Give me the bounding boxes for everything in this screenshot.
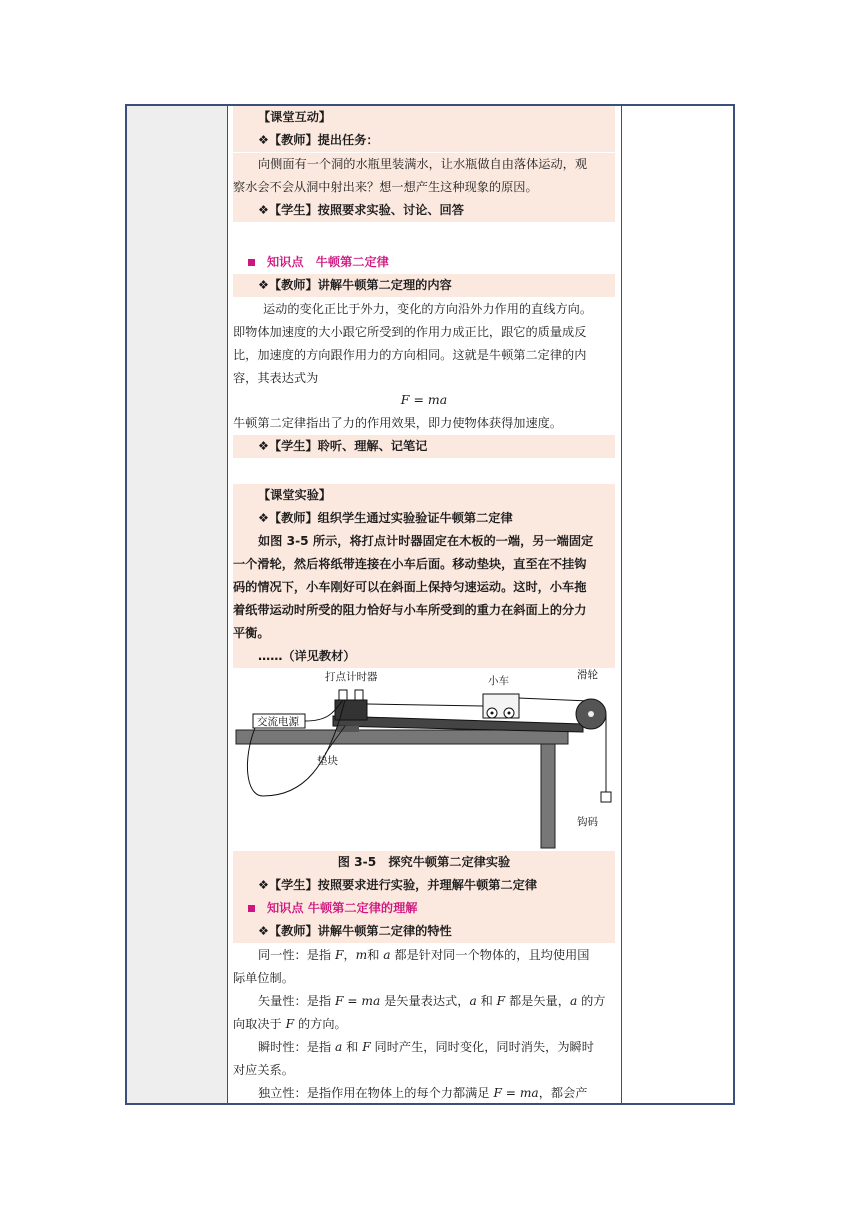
figure-caption: 图 3-5 探究牛顿第二定律实验 [233, 851, 615, 874]
property-line: 同一性：是指 F，m和 a 都是针对同一个物体的，且均使用国 [258, 948, 590, 962]
table-leg [541, 744, 555, 848]
square-bullet-icon [248, 259, 255, 266]
paragraph-line: 着纸带运动时所受的阻力恰好与小车所受到的重力在斜面上的分力 [233, 599, 615, 622]
paragraph-line: 即物体加速度的大小跟它所受到的作用力成正比，跟它的质量成反 [233, 325, 587, 339]
section-heading: 【课堂实验】 [233, 484, 615, 507]
teacher-lecture: ❖【教师】讲解牛顿第二定律的特性 [233, 920, 615, 943]
square-bullet-icon [248, 905, 255, 912]
left-column [127, 106, 228, 1103]
see-textbook: ……（详见教材） [233, 645, 615, 668]
table-frame [125, 104, 735, 1105]
paragraph-line: 一个滑轮，然后将纸带连接在小车后面。移动垫块，直至在不挂钩 [233, 553, 615, 576]
string [518, 698, 589, 701]
timer-terminal [339, 690, 347, 700]
teacher-task: ❖【教师】组织学生通过实验验证牛顿第二定律 [233, 507, 615, 530]
paragraph-line: 平衡。 [233, 622, 615, 645]
weight-label: 钩码 [577, 816, 598, 828]
paragraph-line: 比，加速度的方向跟作用力的方向相同。这就是牛顿第二定律的内 [233, 348, 587, 362]
paper-tape [367, 704, 483, 706]
student-activity: ❖【学生】按照要求进行实验，并理解牛顿第二定律 [233, 874, 615, 897]
property-line: 独立性：是指作用在物体上的每个力都满足 F = ma，都会产 [258, 1086, 588, 1100]
table-top [236, 730, 568, 744]
property-line: 际单位制。 [233, 971, 294, 985]
student-activity: ❖【学生】聆听、理解、记笔记 [233, 435, 615, 458]
block-shape [337, 726, 359, 732]
paragraph-line: 如图 3-5 所示，将打点计时器固定在木板的一端，另一端固定 [233, 530, 615, 553]
pulley-label: 滑轮 [577, 669, 598, 681]
property-line: 瞬时性：是指 a 和 F 同时产生，同时变化，同时消失，为瞬时 [258, 1040, 594, 1054]
experiment-figure [233, 668, 615, 850]
knowledge-point-heading: 知识点 牛顿第二定律的理解 [233, 897, 615, 920]
property-line: 矢量性：是指 F = ma 是矢量表达式，a 和 F 都是矢量，a 的方 [258, 994, 606, 1008]
section-heading: 【课堂互动】 [233, 106, 615, 129]
block-label: 垫块 [317, 755, 338, 767]
hanging-weight [601, 792, 611, 802]
formula: F = ma [400, 392, 448, 407]
teacher-lecture: ❖【教师】讲解牛顿第二定理的内容 [233, 274, 615, 297]
cart-label: 小车 [488, 675, 509, 687]
paragraph-line: 运动的变化正比于外力，变化的方向沿外力作用的直线方向。 [263, 302, 593, 316]
student-activity: ❖【学生】按照要求实验、讨论、回答 [233, 199, 615, 222]
right-column [621, 106, 735, 1103]
teacher-task: ❖【教师】提出任务： [233, 129, 615, 152]
power-label: 交流电源 [257, 716, 299, 728]
paragraph-line: 码的情况下，小车刚好可以在斜面上保持匀速运动。这时，小车拖 [233, 576, 615, 599]
content-column [233, 106, 615, 1103]
timer-terminal [355, 690, 363, 700]
paragraph-line: 察水会不会从洞中射出来？想一想产生这种现象的原因。 [233, 176, 615, 199]
paragraph-line: 牛顿第二定律指出了力的作用效果，即力使物体获得加速度。 [233, 416, 563, 430]
paragraph-line: 向侧面有一个洞的水瓶里装满水，让水瓶做自由落体运动，观 [233, 153, 615, 176]
experiment-diagram [233, 668, 615, 850]
knowledge-point-heading: 知识点 牛顿第二定律 [233, 251, 615, 274]
property-line: 对应关系。 [233, 1063, 294, 1077]
property-line: 向取决于 F 的方向。 [233, 1017, 347, 1031]
paragraph-line: 容，其表达式为 [233, 371, 319, 385]
timer-label: 打点计时器 [325, 671, 378, 683]
